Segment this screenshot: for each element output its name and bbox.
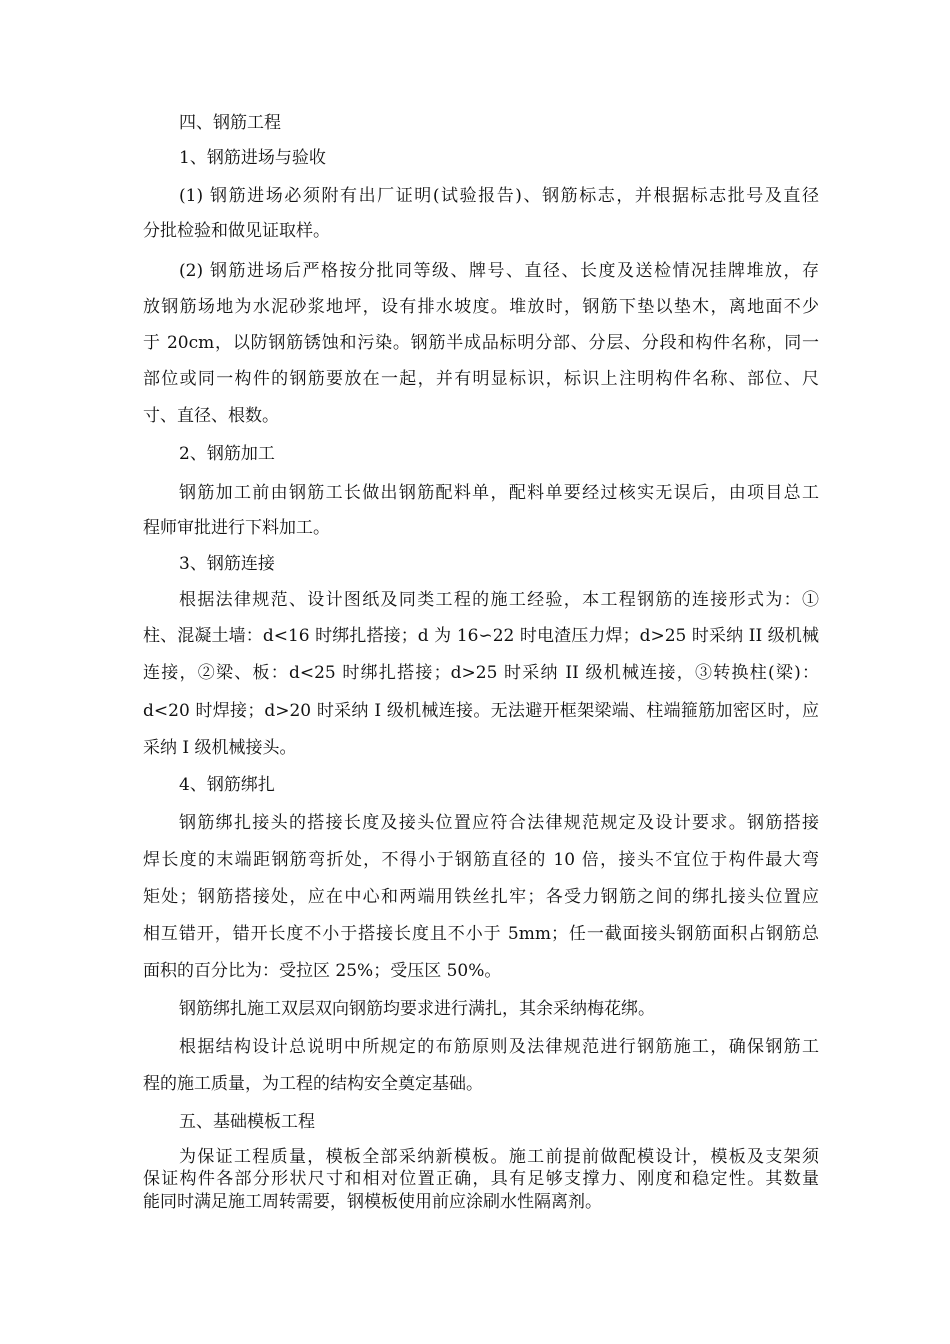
- paragraph-line: 为保证工程质量，模板全部采纳新模板。施工前提前做配模设计，模板及支架须: [179, 1147, 819, 1167]
- paragraph-line: 根据法律规范、设计图纸及同类工程的施工经验，本工程钢筋的连接形式为：①: [179, 590, 819, 610]
- paragraph-line: 部位或同一构件的钢筋要放在一起，并有明显标识，标识上注明构件名称、部位、尺: [143, 369, 819, 389]
- paragraph-line: 采纳 I 级机械接头。: [143, 738, 297, 758]
- paragraph-line: 于 20cm，以防钢筋锈蚀和污染。钢筋半成品标明分部、分层、分段和构件名称，同一: [143, 333, 819, 353]
- paragraph-line: 柱、混凝土墙：d<16 时绑扎搭接；d 为 16∽22 时电渣压力焊；d>25 时采纳 II 级机械: [143, 626, 819, 646]
- paragraph-line: 分批检验和做见证取样。: [143, 221, 330, 241]
- paragraph-line: 能同时满足施工周转需要，钢模板使用前应涂刷水性隔离剂。: [143, 1192, 602, 1212]
- paragraph-line: 保证构件各部分形状尺寸和相对位置正确，具有足够支撑力、刚度和稳定性。其数量: [143, 1169, 819, 1189]
- paragraph-line: (2) 钢筋进场后严格按分批同等级、牌号、直径、长度及送检情况挂牌堆放，存: [179, 261, 819, 281]
- paragraph-line: 钢筋加工前由钢筋工长做出钢筋配料单，配料单要经过核实无误后，由项目总工: [179, 483, 819, 503]
- paragraph-line: 钢筋绑扎接头的搭接长度及接头位置应符合法律规范规定及设计要求。钢筋搭接: [179, 813, 819, 833]
- paragraph-line: 程师审批进行下料加工。: [143, 518, 330, 538]
- paragraph-line: 矩处；钢筋搭接处，应在中心和两端用铁丝扎牢；各受力钢筋之间的绑扎接头位置应: [143, 887, 819, 907]
- paragraph-line: 钢筋绑扎施工双层双向钢筋均要求进行满扎，其余采纳梅花绑。: [179, 999, 655, 1019]
- section-heading: 五、基础模板工程: [179, 1112, 315, 1132]
- paragraph-line: 相互错开，错开长度不小于搭接长度且不小于 5mm；任一截面接头钢筋面积占钢筋总: [143, 924, 819, 944]
- subsection-heading: 1、钢筋进场与验收: [179, 148, 326, 168]
- section-heading: 四、钢筋工程: [179, 113, 281, 133]
- paragraph-line: (1) 钢筋进场必须附有出厂证明(试验报告)、钢筋标志，并根据标志批号及直径: [179, 186, 819, 206]
- paragraph-line: 程的施工质量，为工程的结构安全奠定基础。: [143, 1074, 483, 1094]
- paragraph-line: 寸、直径、根数。: [143, 406, 279, 426]
- paragraph-line: 根据结构设计总说明中所规定的布筋原则及法律规范进行钢筋施工，确保钢筋工: [179, 1037, 819, 1057]
- paragraph-line: 放钢筋场地为水泥砂浆地坪，设有排水坡度。堆放时，钢筋下垫以垫木，离地面不少: [143, 297, 819, 317]
- paragraph-line: 焊长度的末端距钢筋弯折处，不得小于钢筋直径的 10 倍，接头不宜位于构件最大弯: [143, 850, 819, 870]
- subsection-heading: 4、钢筋绑扎: [179, 775, 275, 795]
- paragraph-line: 面积的百分比为：受拉区 25%；受压区 50%。: [143, 961, 502, 981]
- subsection-heading: 2、钢筋加工: [179, 444, 275, 464]
- subsection-heading: 3、钢筋连接: [179, 554, 275, 574]
- paragraph-line: d<20 时焊接；d>20 时采纳 I 级机械连接。无法避开框架梁端、柱端箍筋加密区时，应: [143, 701, 819, 721]
- paragraph-line: 连接，②梁、板：d<25 时绑扎搭接；d>25 时采纳 II 级机械连接，③转换柱(梁)：: [143, 663, 819, 683]
